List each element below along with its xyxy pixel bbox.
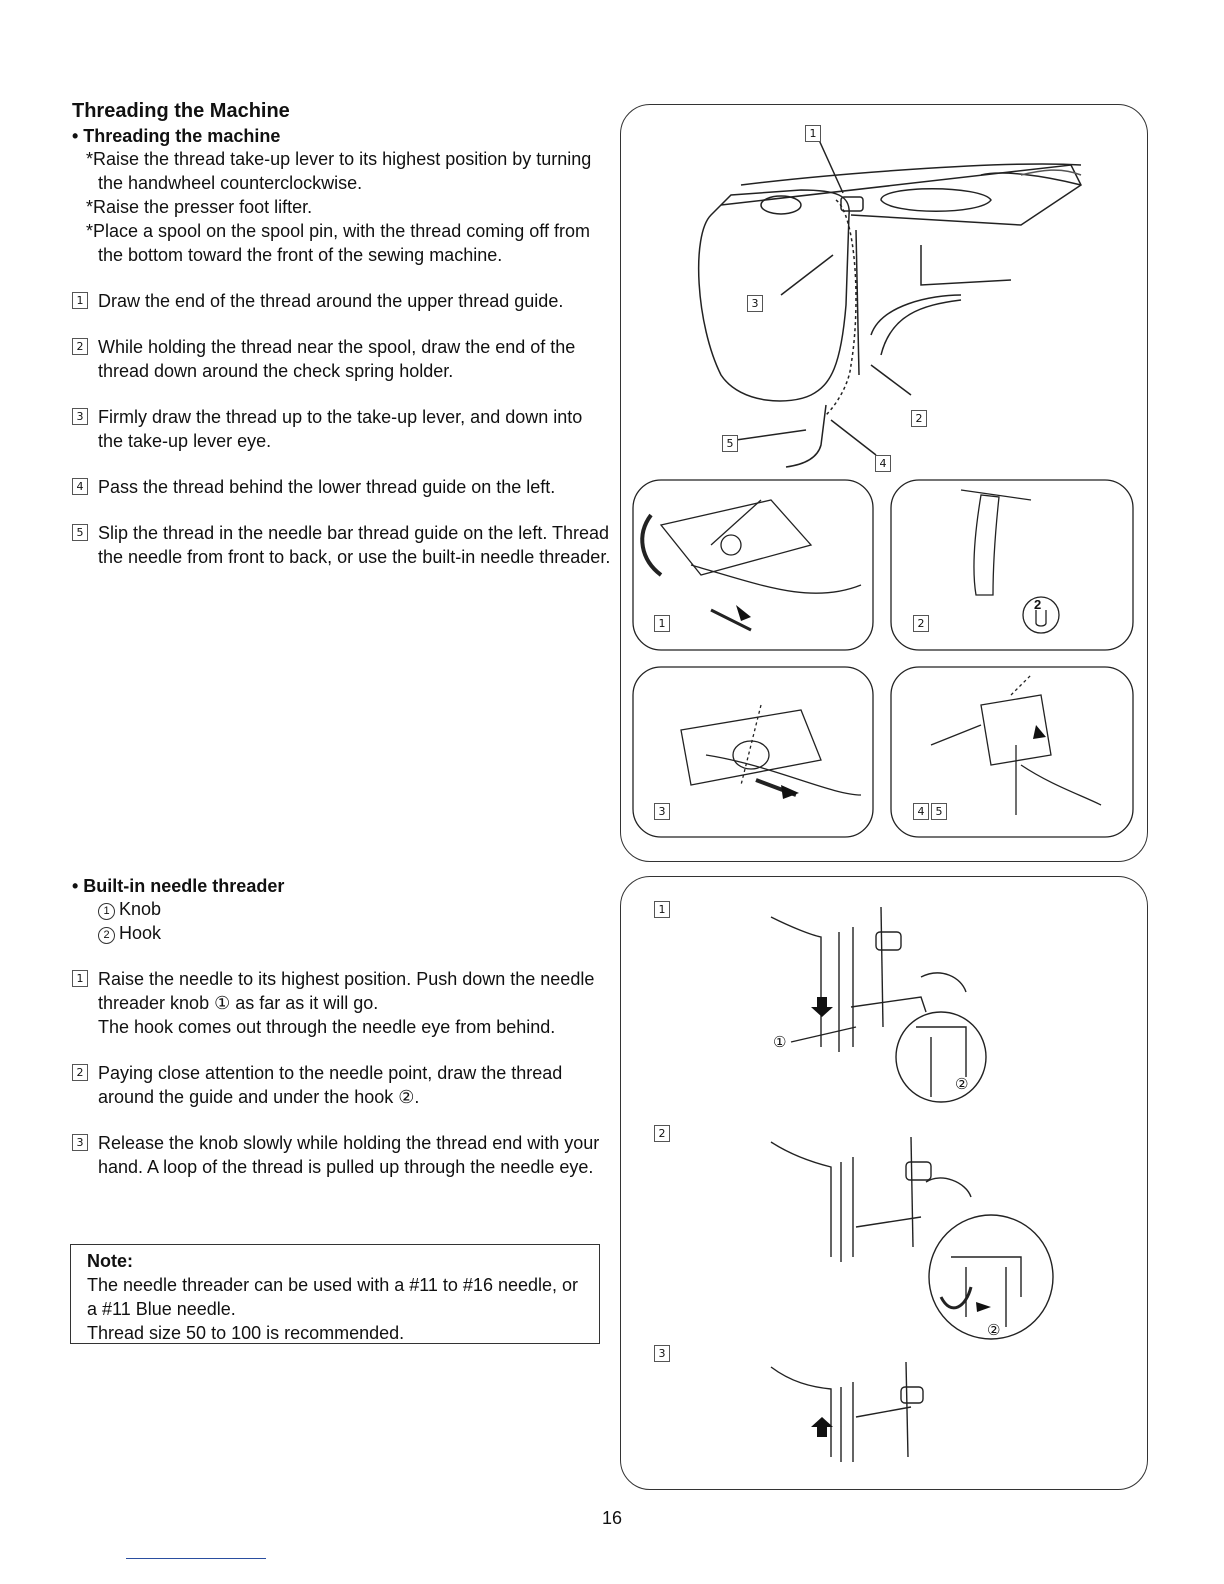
step-text-continued: The hook comes out through the needle eye from behind. [98, 1017, 556, 1037]
inset-label-4: 4 [913, 803, 929, 820]
needle-threader-section [72, 876, 602, 1179]
page-number: 16 [601, 1508, 623, 1528]
needle-threader-figure-panel [620, 876, 1148, 1490]
step-number-box: 3 [72, 1134, 88, 1151]
inset-label-1: 1 [654, 615, 670, 632]
inset-label-2: 2 [913, 615, 929, 632]
step-text: Raise the needle to its highest position. Push down the needle threader knob ① as far as it will go. [98, 969, 595, 1013]
hook-callout-step-1: ② [955, 1076, 969, 1093]
thread-step-4 [72, 475, 612, 499]
callout-5: 5 [722, 435, 738, 452]
needle-threader-subheading: • Built-in needle threader [72, 876, 285, 896]
threader-step-3 [72, 1131, 602, 1179]
note-box [70, 1244, 600, 1344]
note-line-1: The needle threader can be used with a #11 to #16 needle, or a #11 Blue needle. [87, 1275, 579, 1319]
step-text: Pass the thread behind the lower thread guide on the left. [98, 477, 556, 497]
step-text: Firmly draw the thread up to the take-up lever, and down into the take-up lever eye. [98, 407, 583, 451]
step-number-box: 5 [72, 524, 88, 541]
step-text: While holding the thread near the spool, draw the end of the thread down around the check spring holder. [98, 337, 576, 381]
sewing-machine-illustration [621, 105, 1147, 861]
prelim-1: *Raise the thread take-up lever to its highest position by turning the handwheel counterclockwise. [86, 149, 592, 193]
callout-3: 3 [747, 295, 763, 312]
part-label: Hook [119, 923, 162, 943]
threader-figure-step-2: 2 [654, 1125, 670, 1142]
threading-subheading: • Threading the machine [72, 126, 281, 146]
step-number-box: 3 [72, 408, 88, 425]
step-text: Draw the end of the thread around the upper thread guide. [98, 291, 564, 311]
callout-2: 2 [911, 410, 927, 427]
needle-threader-illustration [621, 877, 1147, 1489]
threading-figure-panel [620, 104, 1148, 862]
prelim-2: *Raise the presser foot lifter. [86, 197, 313, 217]
note-line-2: Thread size 50 to 100 is recommended. [87, 1323, 405, 1343]
step-number-box: 1 [72, 292, 88, 309]
step-number-box: 1 [72, 970, 88, 987]
thread-step-5 [72, 521, 612, 569]
inset-label-5: 5 [931, 803, 947, 820]
callout-4: 4 [875, 455, 891, 472]
note-title: Note: [87, 1251, 133, 1271]
threader-figure-step-3: 3 [654, 1345, 670, 1362]
part-number: 1 [98, 903, 115, 920]
threader-step-1 [72, 967, 602, 1039]
step-number-box: 4 [72, 478, 88, 495]
inset-label-3: 3 [654, 803, 670, 820]
step-text: Paying close attention to the needle point, draw the thread around the guide and under the hook ②. [98, 1063, 563, 1107]
step-text: Release the knob slowly while holding the thread end with your hand. A loop of the thread is pulled up through the needle eye. [98, 1133, 600, 1177]
step-number-box: 2 [72, 338, 88, 355]
threader-step-2 [72, 1061, 602, 1109]
thread-step-3 [72, 405, 612, 453]
hook-callout-step-2: ② [987, 1322, 1001, 1339]
prelim-3: *Place a spool on the spool pin, with the thread coming off from the bottom toward the front of the sewing machine. [86, 221, 590, 265]
part-label: Knob [119, 899, 162, 919]
footer-rule [126, 1558, 266, 1559]
step-number-box: 2 [72, 1064, 88, 1081]
thread-step-1 [72, 289, 612, 313]
step-text: Slip the thread in the needle bar thread guide on the left. Thread the needle from front to back, or use the built-in needle threader. [98, 523, 611, 567]
part-hook [98, 921, 602, 945]
threading-section [72, 126, 612, 569]
thread-step-2 [72, 335, 612, 383]
knob-callout: ① [773, 1034, 787, 1051]
part-knob [98, 897, 602, 921]
part-number: 2 [98, 927, 115, 944]
threader-figure-step-1: 1 [654, 901, 670, 918]
callout-1: 1 [805, 125, 821, 142]
inset-2-arrow-label: 2 [1034, 597, 1042, 612]
page-title: Threading the Machine [72, 100, 290, 122]
